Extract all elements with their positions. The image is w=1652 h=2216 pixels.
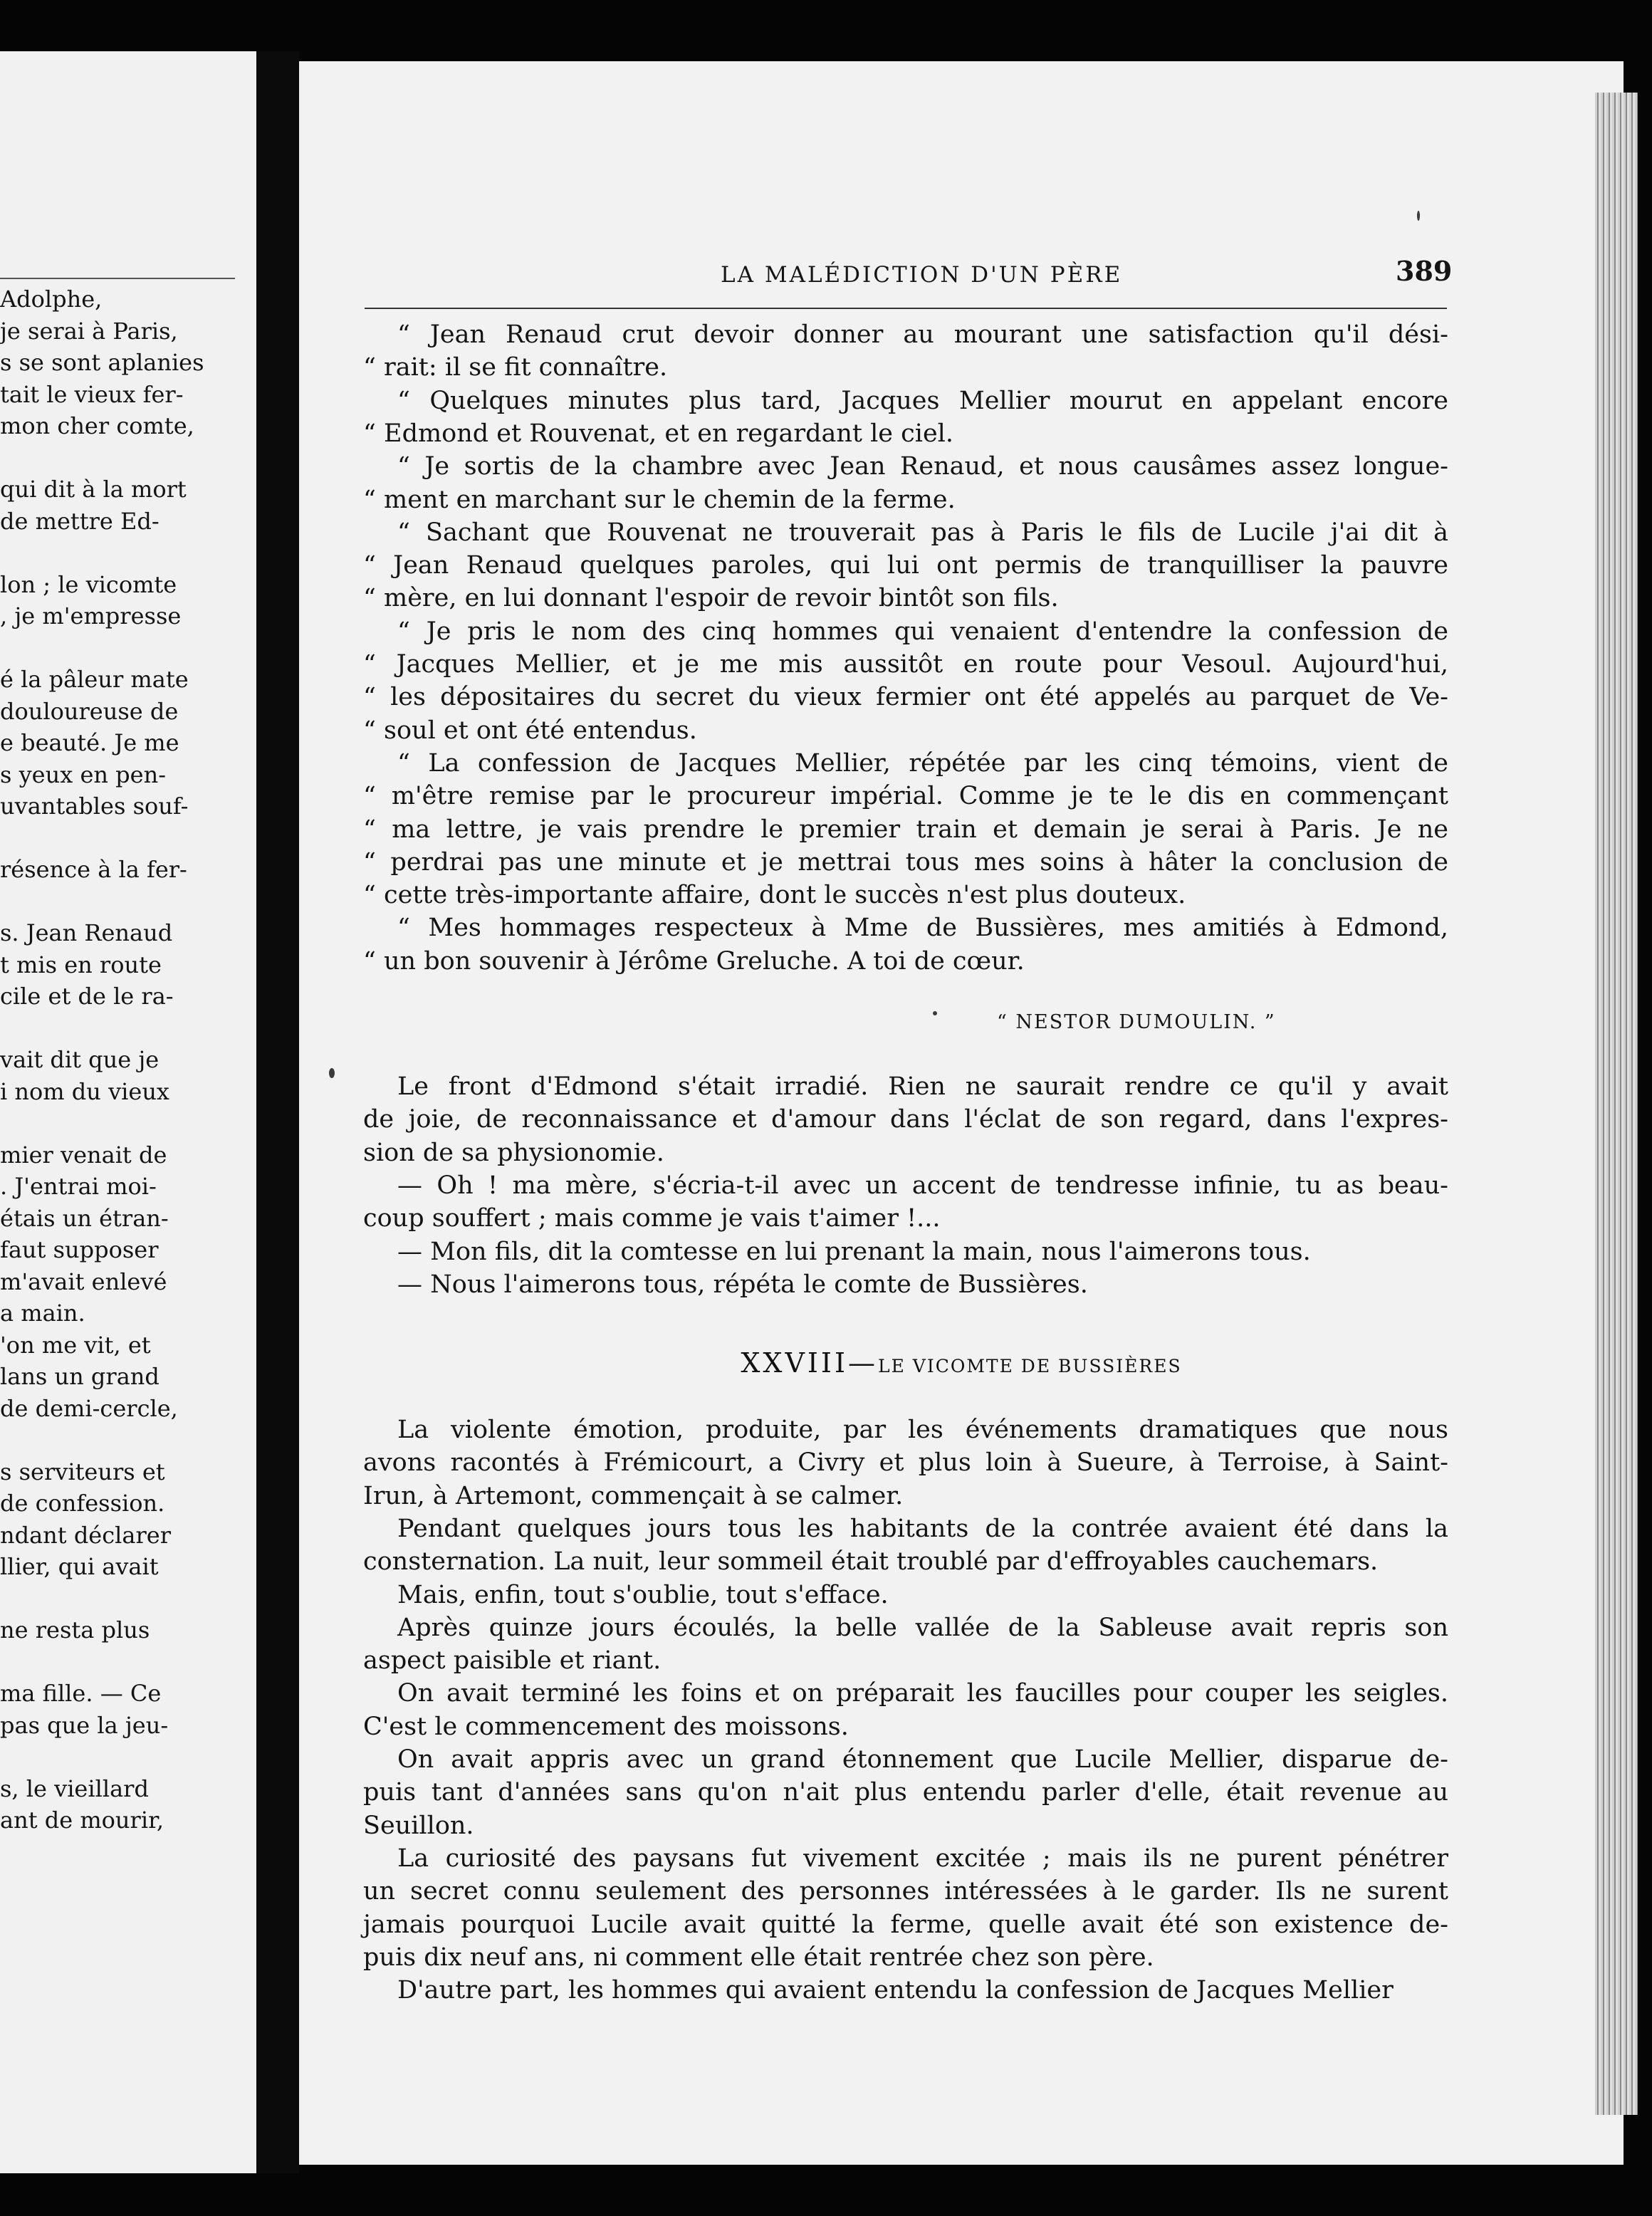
after-letter-line: coup souffert ; mais comme je vais t'aimer !... bbox=[363, 1204, 941, 1233]
letter-line: “ Je sortis de la chambre avec Jean Renaud, et nous causâmes assez longue- bbox=[397, 452, 1448, 481]
left-page-line: résence à la fer- bbox=[0, 856, 187, 883]
chapter-heading bbox=[299, 1347, 1624, 1379]
chapter-text-line: Mais, enfin, tout s'oublie, tout s'efface. bbox=[397, 1580, 889, 1609]
chapter-text-line: C'est le commencement des moissons. bbox=[363, 1712, 849, 1741]
letter-line: “ un bon souvenir à Jérôme Greluche. A toi de cœur. bbox=[363, 946, 1025, 976]
chapter-text-line: aspect paisible et riant. bbox=[363, 1646, 662, 1676]
letter-line: “ Jacques Mellier, et je me mis aussitôt en route pour Vesoul. Aujourd'hui, bbox=[363, 650, 1448, 679]
left-page-line: , je m'empresse bbox=[0, 602, 182, 629]
chapter-text-line: consternation. La nuit, leur sommeil était troublé par d'effroyables cauchemars. bbox=[363, 1547, 1379, 1577]
chapter-title: LE VICOMTE DE BUSSIÈRES bbox=[877, 1356, 1182, 1376]
letter-signature: “ NESTOR DUMOULIN. ” bbox=[997, 1011, 1276, 1033]
left-page-line: je serai à Paris, bbox=[0, 317, 178, 345]
letter-line: “ ment en marchant sur le chemin de la ferme. bbox=[363, 485, 956, 514]
letter-line: “ Je pris le nom des cinq hommes qui venaient d'entendre la confession de bbox=[397, 617, 1448, 646]
letter-line: “ mère, en lui donnant l'espoir de revoir bintôt son fils. bbox=[363, 584, 1059, 613]
left-page-line: tait le vieux fer- bbox=[0, 380, 184, 408]
left-page-line: s yeux en pen- bbox=[0, 761, 166, 788]
running-head: LA MALÉDICTION D'UN PÈRE bbox=[721, 262, 1123, 288]
header-rule bbox=[365, 308, 1447, 309]
chapter-text-line: La violente émotion, produite, par les événements dramatiques que nous bbox=[397, 1416, 1448, 1444]
left-page-line: a main. bbox=[0, 1300, 85, 1327]
left-page-line: pas que la jeu- bbox=[0, 1711, 169, 1739]
left-page-line: uvantables souf- bbox=[0, 793, 189, 820]
letter-line: “ m'être remise par le procureur impérial. Comme je te le dis en commençant bbox=[363, 782, 1448, 811]
chapter-text-line: On avait terminé les foins et on préparait les faucilles pour couper les seigles. bbox=[397, 1679, 1448, 1708]
left-page-line: étais un étran- bbox=[0, 1204, 169, 1232]
after-letter-line: sion de sa physionomie. bbox=[363, 1138, 664, 1167]
left-page-line: lans un grand bbox=[0, 1363, 160, 1390]
after-letter-line: — Oh ! ma mère, s'écria-t-il avec un accent de tendresse infinie, tu as beau- bbox=[397, 1171, 1448, 1200]
ink-speck bbox=[933, 1011, 937, 1015]
left-page-line: ne resta plus bbox=[0, 1616, 150, 1643]
ink-speck bbox=[1417, 211, 1420, 221]
chapter-number: XXVIII— bbox=[741, 1347, 878, 1379]
left-page-fragment bbox=[0, 51, 256, 2173]
chapter-text-line: Seuillon. bbox=[363, 1811, 474, 1840]
chapter-text-line: Après quinze jours écoulés, la belle vallée de la Sableuse avait repris son bbox=[397, 1613, 1448, 1642]
left-page-line: mon cher comte, bbox=[0, 412, 194, 439]
letter-line: “ Jean Renaud crut devoir donner au mourant une satisfaction qu'il dési- bbox=[397, 320, 1448, 349]
left-page-line: faut supposer bbox=[0, 1236, 159, 1263]
letter-line: “ Sachant que Rouvenat ne trouverait pas à Paris le fils de Lucile j'ai dit à bbox=[397, 518, 1448, 547]
left-page-line: 'on me vit, et bbox=[0, 1331, 151, 1359]
chapter-text-line: La curiosité des paysans fut vivement excitée ; mais ils ne purent pénétrer bbox=[397, 1844, 1448, 1873]
left-page-line: s serviteurs et bbox=[0, 1458, 165, 1485]
left-page-line: de mettre Ed- bbox=[0, 507, 160, 535]
ink-speck bbox=[329, 1068, 335, 1078]
chapter-text-line: puis tant d'années sans qu'on n'ait plus entendu parler d'elle, était revenue au bbox=[363, 1778, 1448, 1807]
after-letter-line: — Nous l'aimerons tous, répéta le comte de Bussières. bbox=[397, 1270, 1088, 1299]
after-letter-line: Le front d'Edmond s'était irradié. Rien ne saurait rendre ce qu'il y avait bbox=[397, 1072, 1448, 1101]
left-page-line: i nom du vieux bbox=[0, 1077, 169, 1105]
left-page-line: s, le vieillard bbox=[0, 1775, 149, 1802]
left-page-line: llier, qui avait bbox=[0, 1553, 159, 1580]
left-page-rule bbox=[0, 278, 235, 279]
letter-line: “ La confession de Jacques Mellier, répétée par les cinq témoins, vient de bbox=[397, 748, 1448, 778]
letter-line: “ perdrai pas une minute et je mettrai tous mes soins à hâter la conclusion de bbox=[363, 847, 1448, 877]
after-letter-line: — Mon fils, dit la comtesse en lui prenant la main, nous l'aimerons tous. bbox=[397, 1237, 1311, 1266]
chapter-text-line: Irun, à Artemont, commençait à se calmer. bbox=[363, 1481, 904, 1510]
chapter-text-line: puis dix neuf ans, ni comment elle était rentrée chez son père. bbox=[363, 1943, 1154, 1972]
letter-line: “ Jean Renaud quelques paroles, qui lui ont permis de tranquilliser la pauvre bbox=[363, 551, 1448, 580]
page-edges bbox=[1595, 93, 1638, 2115]
left-page-line: mier venait de bbox=[0, 1141, 167, 1169]
left-page-line: Adolphe, bbox=[0, 286, 103, 313]
left-page-line: e beauté. Je me bbox=[0, 729, 179, 756]
left-page-line: vait dit que je bbox=[0, 1046, 160, 1073]
chapter-text-line: On avait appris avec un grand étonnement que Lucile Mellier, disparue de- bbox=[397, 1745, 1448, 1774]
book-gutter bbox=[256, 51, 299, 2173]
left-page-line: ma fille. — Ce bbox=[0, 1680, 162, 1707]
letter-line: “ soul et ont été entendus. bbox=[363, 716, 697, 745]
chapter-text-line: Pendant quelques jours tous les habitants de la contrée avaient été dans la bbox=[397, 1514, 1448, 1543]
left-page-line: é la pâleur mate bbox=[0, 666, 189, 693]
left-page-line: de demi-cercle, bbox=[0, 1394, 178, 1422]
letter-line: “ rait: il se fit connaître. bbox=[363, 353, 668, 382]
left-page-line: cile et de le ra- bbox=[0, 983, 174, 1010]
letter-line: “ Mes hommages respecteux à Mme de Bussières, mes amitiés à Edmond, bbox=[397, 914, 1448, 943]
chapter-text-line: un secret connu seulement des personnes intéressées à le garder. Ils ne surent bbox=[363, 1877, 1448, 1906]
page-number: 389 bbox=[1396, 255, 1453, 287]
chapter-text-line: jamais pourquoi Lucile avait quitté la ferme, quelle avait été son existence de- bbox=[363, 1910, 1448, 1939]
left-page-line: s se sont aplanies bbox=[0, 349, 204, 376]
chapter-text-line: avons racontés à Frémicourt, a Civry et plus loin à Sueure, à Terroise, à Saint- bbox=[363, 1448, 1448, 1478]
left-page-line: . J'entrai moi- bbox=[0, 1173, 157, 1200]
left-page-line: t mis en route bbox=[0, 951, 162, 978]
left-page-line: ant de mourir, bbox=[0, 1807, 164, 1834]
letter-line: “ cette très-importante affaire, dont le succès n'est plus douteux. bbox=[363, 881, 1186, 910]
left-page-line: m'avait enlevé bbox=[0, 1268, 167, 1295]
letter-line: “ les dépositaires du secret du vieux fermier ont été appelés au parquet de Ve- bbox=[363, 683, 1448, 712]
after-letter-line: de joie, de reconnaissance et d'amour dans l'éclat de son regard, dans l'expres- bbox=[363, 1105, 1448, 1134]
chapter-text-line: D'autre part, les hommes qui avaient entendu la confession de Jacques Mellier bbox=[397, 1976, 1394, 2005]
left-page-line: de confession. bbox=[0, 1490, 165, 1517]
letter-line: “ Edmond et Rouvenat, et en regardant le ciel. bbox=[363, 419, 953, 448]
left-page-line: lon ; le vicomte bbox=[0, 570, 177, 598]
left-page-line: ndant déclarer bbox=[0, 1521, 171, 1549]
left-page-line: s. Jean Renaud bbox=[0, 919, 173, 946]
letter-line: “ Quelques minutes plus tard, Jacques Mellier mourut en appelant encore bbox=[397, 386, 1448, 415]
letter-line: “ ma lettre, je vais prendre le premier train et demain je serai à Paris. Je ne bbox=[363, 815, 1448, 844]
left-page-line: qui dit à la mort bbox=[0, 476, 187, 503]
left-page-line: douloureuse de bbox=[0, 697, 179, 725]
